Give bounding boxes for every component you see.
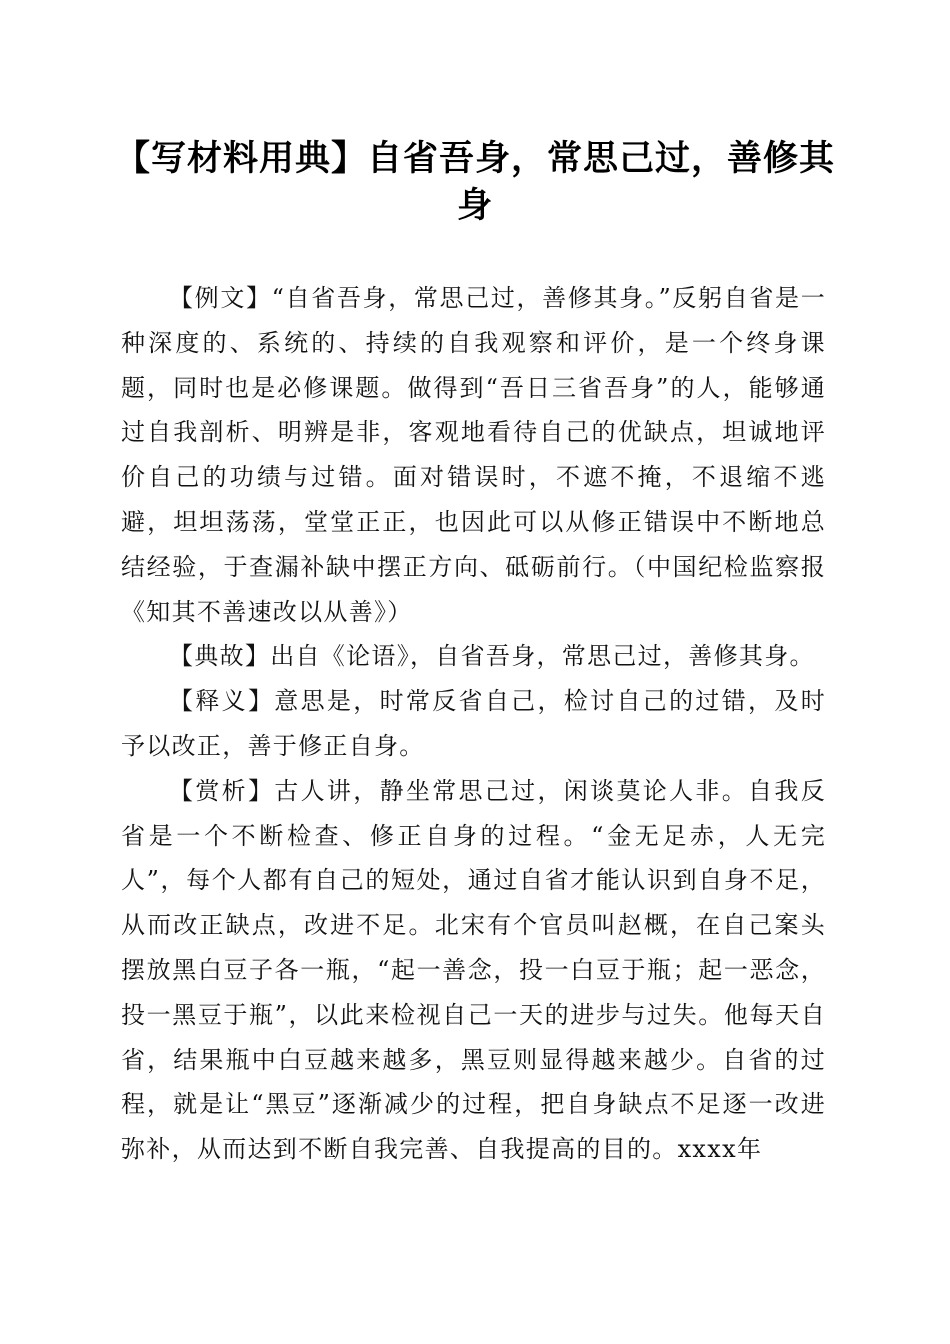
document-title: 【写材料用典】自省吾身，常思己过，善修其身 bbox=[114, 139, 835, 226]
paragraph-appreciation: 【赏析】古人讲，静坐常思己过，闲谈莫论人非。自我反省是一个不断检查、修正自身的过程。“金无足赤，人无完人”，每个人都有自己的短处，通过自省才能认识到自身不足，从而改正缺点，改进不足。北宋有个官员叫赵概，在自己案头摆放黑白豆子各一瓶，“起一善念，投一白豆于瓶；起一恶念，投一黑豆于瓶”，以此来检视自己一天的进步与过失。他每天自省，结果瓶中白豆越来越多，黑豆则显得越来越少。自省的过程，就是让“黑豆”逐渐减少的过程，把自身缺点不足逐一改进弥补，从而达到不断自我完善、自我提高的目的。xxxx年 bbox=[121, 776, 826, 1164]
paragraph-allusion-source: 【典故】出自《论语》，自省吾身，常思己过，善修其身。 bbox=[169, 642, 815, 671]
document-body bbox=[121, 276, 826, 1172]
paragraph-example-text: 【例文】“自省吾身，常思己过，善修其身。”反躬自省是一种深度的、系统的、持续的自我观察和评价，是一个终身课题，同时也是必修课题。做得到“吾日三省吾身”的人，能够通过自我剖析、明辨是非，客观地看待自己的优缺点，坦诚地评价自己的功绩与过错。面对错误时，不遮不掩，不退缩不逃避，坦坦荡荡，堂堂正正，也因此可以从修正错误中不断地总结经验，于查漏补缺中摆正方向、砥砺前行。（中国纪检监察报《知其不善速改以从善》） bbox=[121, 284, 826, 626]
paragraph-meaning: 【释义】意思是，时常反省自己，检讨自己的过错，及时予以改正，善于修正自身。 bbox=[121, 687, 826, 760]
